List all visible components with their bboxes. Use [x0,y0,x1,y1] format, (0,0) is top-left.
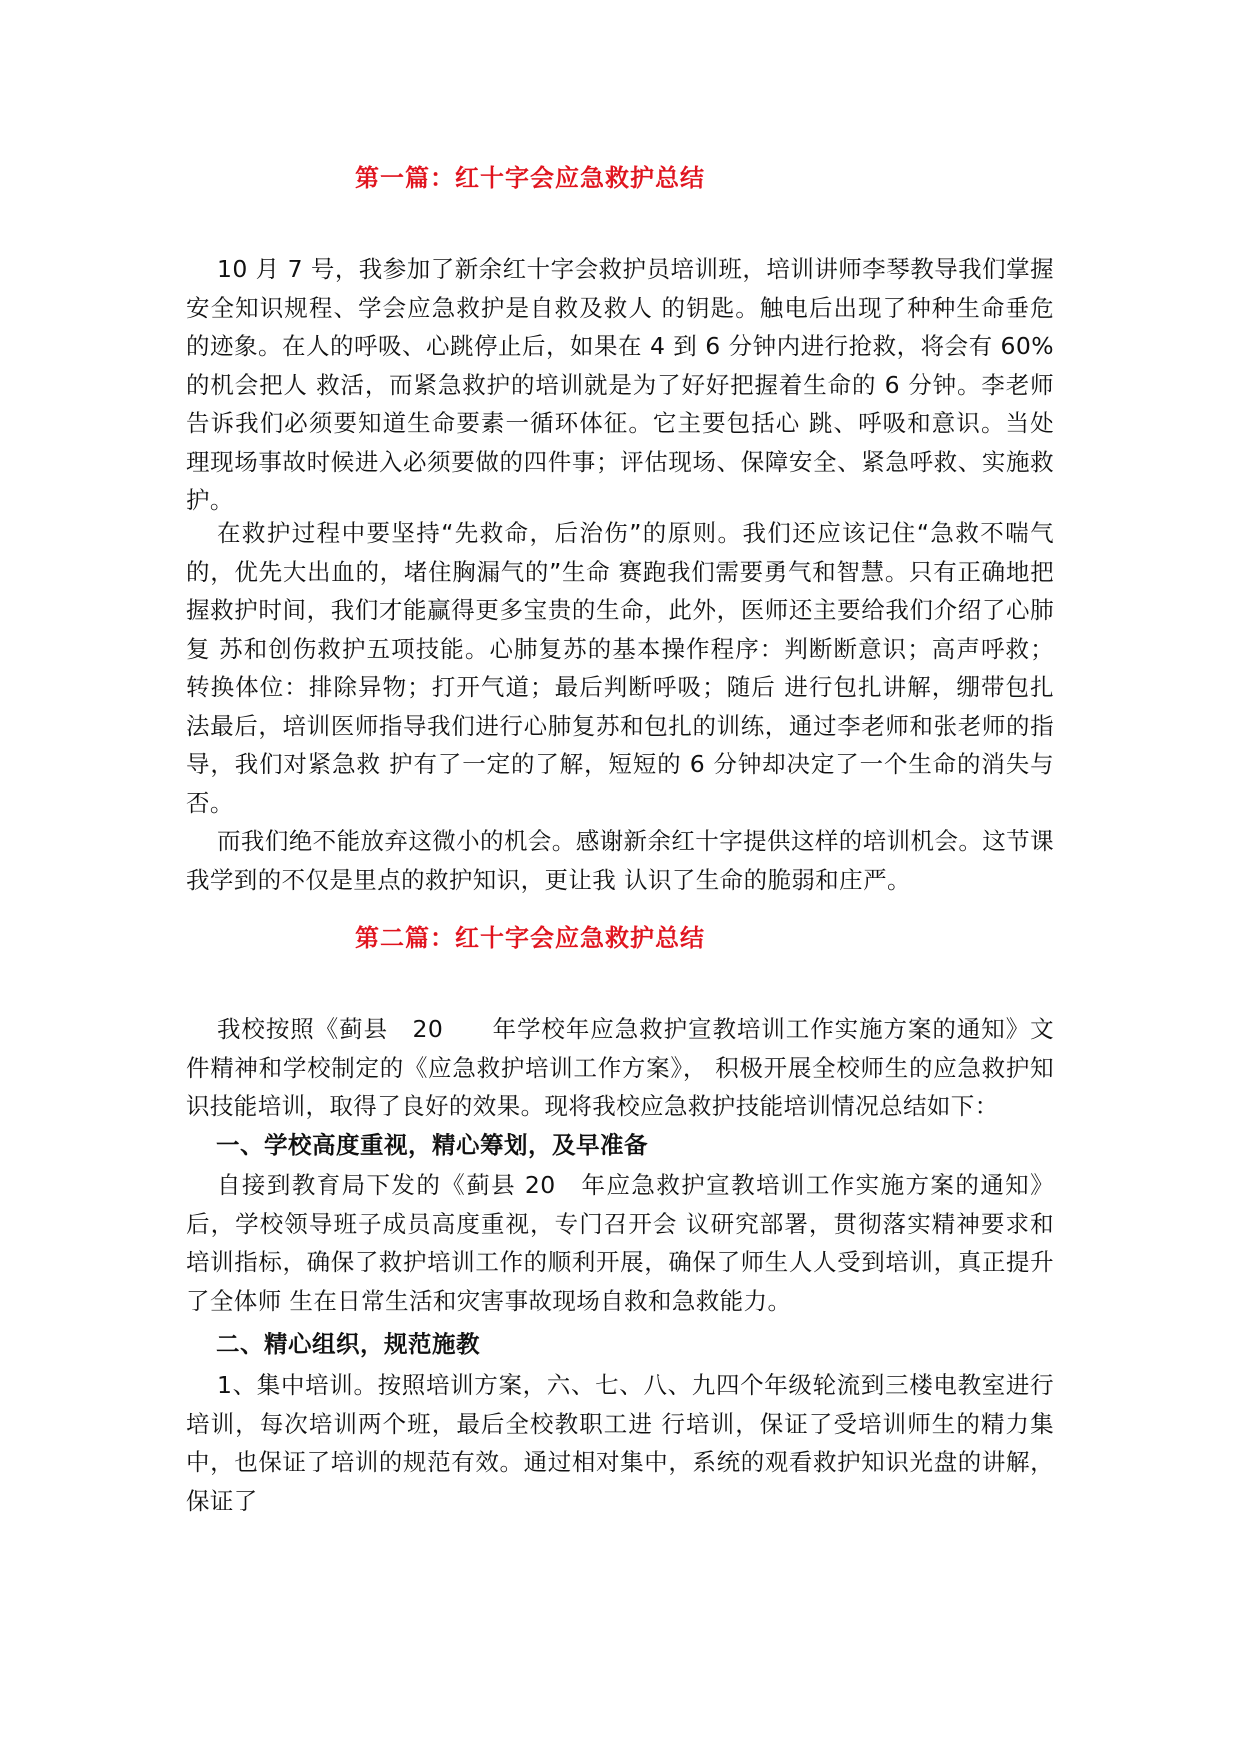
paragraph-1-3: 而我们绝不能放弃这微小的机会。感谢新余红十字提供这样的培训机会。这节课我学到的不仅是里点的救护知识，更让我 认识了生命的脆弱和庄严。 [186,827,1054,894]
section-title-1: 第一篇：红十字会应急救护总结 [355,164,705,192]
subheading-1: 一、学校高度重视，精心筹划，及早准备 [216,1131,648,1159]
paragraph-2-1: 我校按照《蓟县 20 年学校年应急救护宣教培训工作实施方案的通知》文件精神和学校制定的《应急救护培训工作方案》， 积极开展全校师生的应急救护知识技能培训，取得了良好的效果。现将我校应急救护技能培训情况总结如下： [186,1015,1054,1120]
paragraph-1-1: 10 月 7 号，我参加了新余红十字会救护员培训班，培训讲师李琴教导我们掌握安全知识规程、学会应急救护是自救及救人 的钥匙。触电后出现了种种生命垂危的迹象。在人的呼吸、心跳停止后，如果在 4 到 6 分钟内进行抢救，将会有 60%的机会把人 救活，而紧急救护的培训就是为了好好把握着生命的 6 分钟。李老师告诉我们必须要知道生命要素一循环体征。它主要包括心 跳、呼吸和意识。当处理现场事故时候进入必须要做的四件事；评估现场、保障安全、紧急呼救、实施救护。 [186,255,1054,514]
subheading-2: 二、精心组织，规范施教 [216,1330,480,1358]
paragraph-2-3: 1、集中培训。按照培训方案，六、七、八、九四个年级轮流到三楼电教室进行培训，每次培训两个班，最后全校教职工进 行培训，保证了受培训师生的精力集中，也保证了培训的规范有效。通过相对集中，系统的观看救护知识光盘的讲解，保证了 [186,1371,1054,1515]
paragraph-1-2: 在救护过程中要坚持“先救命，后治伤”的原则。我们还应该记住“急救不喘气的，优先大出血的，堵住胸漏气的”生命 赛跑我们需要勇气和智慧。只有正确地把握救护时间，我们才能赢得更多宝贵的生命，此外，医师还主要给我们介绍了心肺复 苏和创伤救护五项技能。心肺复苏的基本操作程序：判断断意识；高声呼救；转换体位：排除异物；打开气道；最后判断呼吸；随后 进行包扎讲解，绷带包扎法最后，培训医师指导我们进行心肺复苏和包扎的训练，通过李老师和张老师的指导，我们对紧急救 护有了一定的了解，短短的 6 分钟却决定了一个生命的消失与否。 [186,519,1054,817]
paragraph-2-2: 自接到教育局下发的《蓟县 20 年应急救护宣教培训工作实施方案的通知》后，学校领导班子成员高度重视，专门召开会 议研究部署，贯彻落实精神要求和培训指标，确保了救护培训工作的顺利开展，确保了师生人人受到培训，真正提升了全体师 生在日常生活和灾害事故现场自救和急救能力。 [186,1171,1054,1315]
section-title-2: 第二篇：红十字会应急救护总结 [355,924,705,952]
